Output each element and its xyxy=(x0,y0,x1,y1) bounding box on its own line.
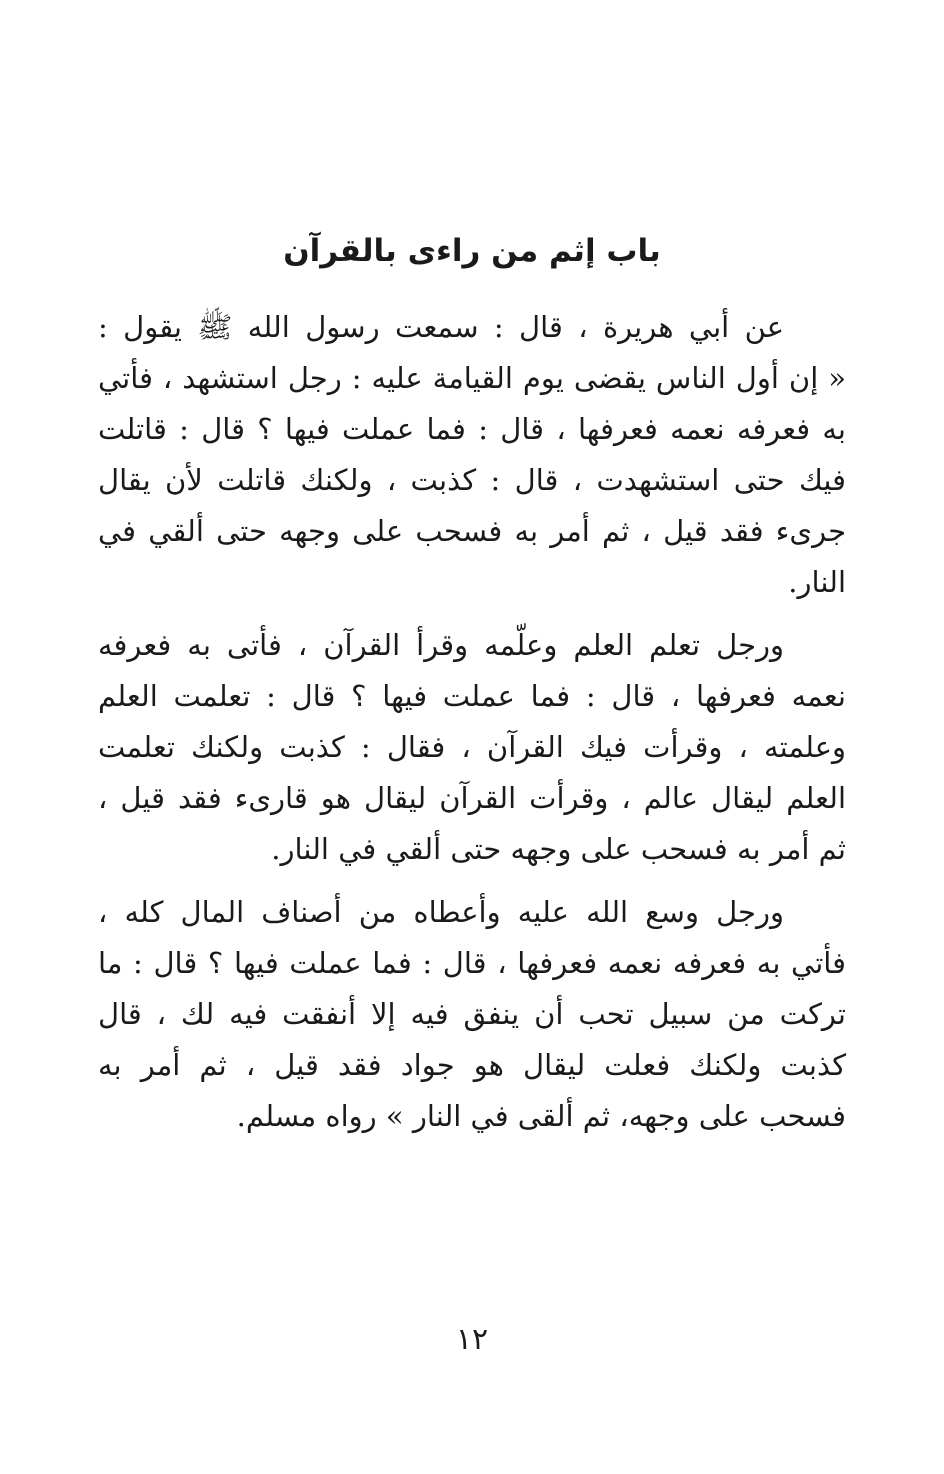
chapter-title: باب إثم من راءى بالقرآن xyxy=(283,233,661,269)
text-line: كذبت ولكنك فعلت ليقال هو جواد فقد قيل ، ثم أمر به xyxy=(98,1048,846,1082)
body-text xyxy=(98,302,846,1142)
paragraph xyxy=(98,302,846,608)
text-line: العلم ليقال عالم ، وقرأت القرآن ليقال هو قارىء فقد قيل ، xyxy=(98,781,846,815)
text-line: ورجل تعلم العلم وعلّمه وقرأ القرآن ، فأتى به فعرفه xyxy=(98,628,784,662)
paragraph xyxy=(98,620,846,875)
text-line: تركت من سبيل تحب أن ينفق فيه إلا أنفقت فيه لك ، قال xyxy=(98,997,846,1031)
text-line: النار. xyxy=(788,565,846,599)
text-line: فيك حتى استشهدت ، قال : كذبت ، ولكنك قاتلت لأن يقال xyxy=(98,463,846,497)
text-line: فأتي به فعرفه نعمه فعرفها ، قال : فما عملت فيها ؟ قال : ما xyxy=(98,946,846,980)
text-line: ثم أمر به فسحب على وجهه حتى ألقي في النار. xyxy=(271,832,846,866)
text-line: ورجل وسع الله عليه وأعطاه من أصناف المال كله ، xyxy=(98,895,784,929)
text-line: فسحب على وجهه، ثم ألقى في النار » رواه مسلم. xyxy=(236,1099,846,1133)
paragraph xyxy=(98,887,846,1142)
text-line: به فعرفه نعمه فعرفها ، قال : فما عملت فيها ؟ قال : قاتلت xyxy=(98,412,846,446)
paragraph-gap xyxy=(98,875,846,887)
text-line: جرىء فقد قيل ، ثم أمر به فسحب على وجهه حتى ألقي في xyxy=(98,514,846,548)
text-line: « إن أول الناس يقضى يوم القيامة عليه : رجل استشهد ، فأتي xyxy=(98,361,846,395)
page-number: ١٢ xyxy=(455,1322,489,1357)
text-line: عن أبي هريرة ، قال : سمعت رسول الله ﷺ يقول : xyxy=(98,310,784,344)
paragraph-gap xyxy=(98,608,846,620)
text-line: وعلمته ، وقرأت فيك القرآن ، فقال : كذبت ولكنك تعلمت xyxy=(98,730,846,764)
text-line: نعمه فعرفها ، قال : فما عملت فيها ؟ قال : تعلمت العلم xyxy=(98,679,846,713)
